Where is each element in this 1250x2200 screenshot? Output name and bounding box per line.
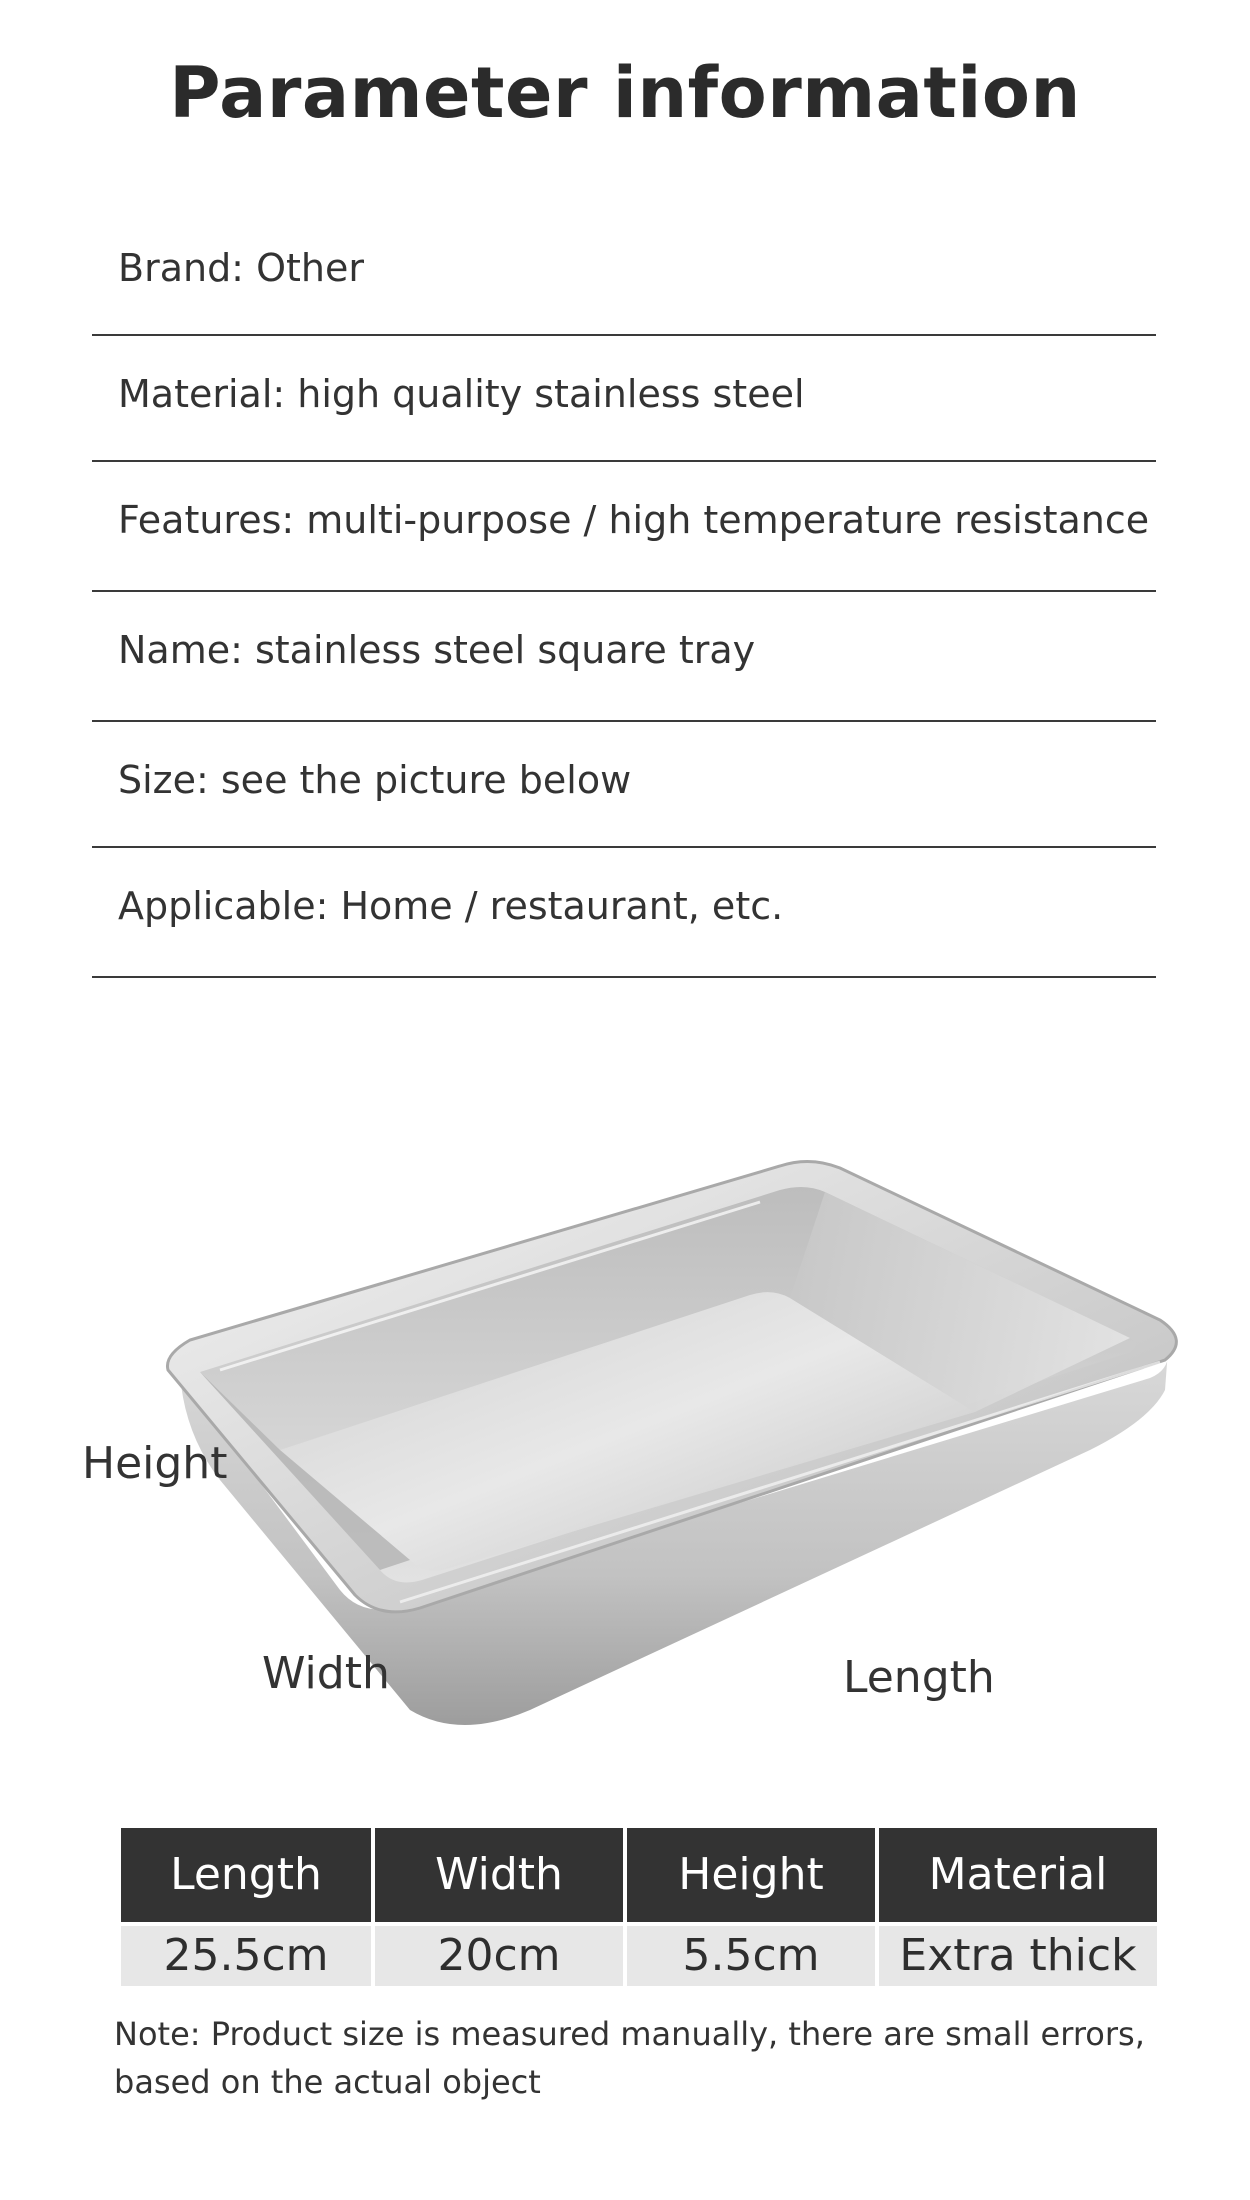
- param-brand: Brand: Other: [118, 246, 364, 290]
- width-label: Width: [262, 1648, 390, 1699]
- spec-table: [121, 1828, 1157, 1986]
- param-row-brand: [92, 210, 1156, 336]
- spec-value-material: Extra thick: [879, 1926, 1157, 1986]
- spec-value-height: 5.5cm: [627, 1926, 875, 1986]
- spec-value-length: 25.5cm: [121, 1926, 371, 1986]
- spec-value-width: 20cm: [375, 1926, 623, 1986]
- parameter-list: [92, 210, 1156, 978]
- param-size: Size: see the picture below: [118, 758, 632, 802]
- length-label: Length: [843, 1652, 995, 1703]
- param-row-size: [92, 722, 1156, 848]
- param-row-applicable: [92, 848, 1156, 978]
- spec-header-width: Width: [375, 1828, 623, 1922]
- param-material: Material: high quality stainless steel: [118, 372, 805, 416]
- param-name: Name: stainless steel square tray: [118, 628, 756, 672]
- param-row-name: [92, 592, 1156, 722]
- spec-header-height: Height: [627, 1828, 875, 1922]
- spec-header-material: Material: [879, 1828, 1157, 1922]
- spec-table-value-row: [121, 1926, 1157, 1986]
- spec-header-length: Length: [121, 1828, 371, 1922]
- param-row-material: [92, 336, 1156, 462]
- spec-table-header-row: [121, 1828, 1157, 1922]
- param-features: Features: multi-purpose / high temperature resistance: [118, 498, 1150, 542]
- height-label: Height: [82, 1438, 228, 1489]
- param-applicable: Applicable: Home / restaurant, etc.: [118, 884, 784, 928]
- size-note: Note: Product size is measured manually, there are small errors, based on the actual object: [114, 2015, 1145, 2101]
- page-title: Parameter information: [169, 52, 1081, 134]
- param-row-features: [92, 462, 1156, 592]
